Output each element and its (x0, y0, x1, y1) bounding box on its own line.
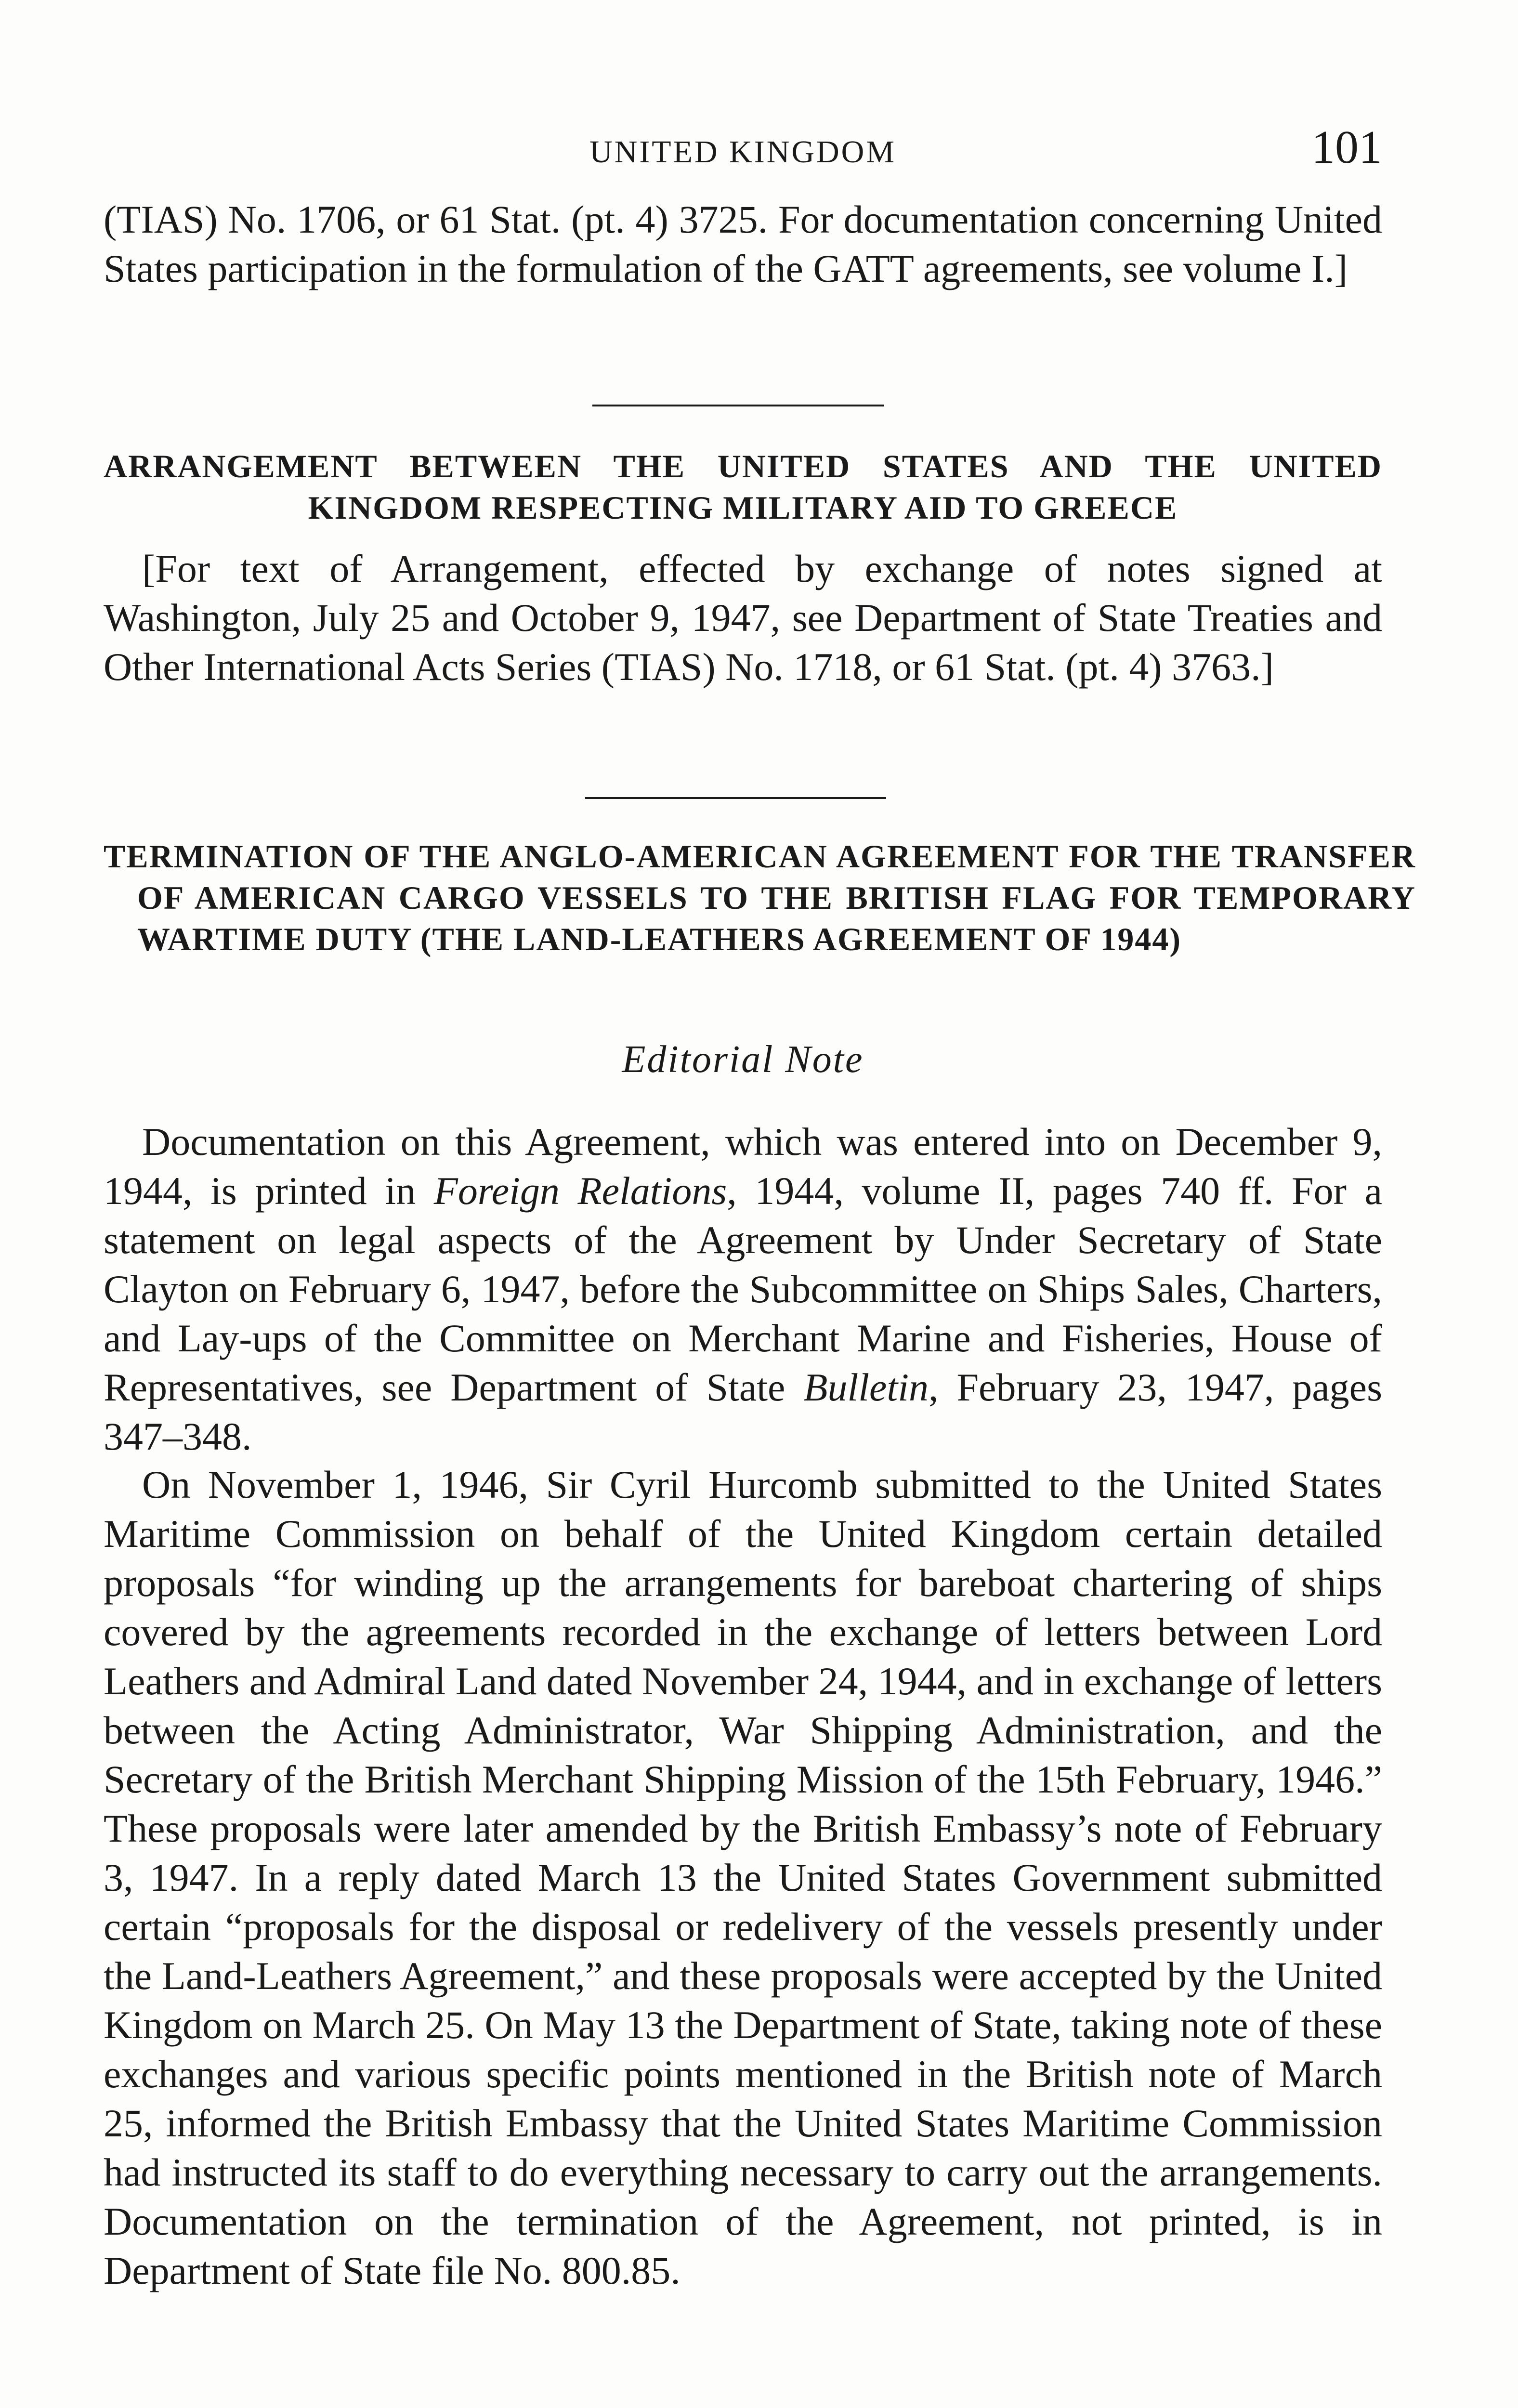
section-heading-termination: TERMINATION OF THE ANGLO-AMERICAN AGREEMENT FOR THE TRANSFER OF AMERICAN CARGO VESSELS TO THE BRITISH FLAG FOR TEMPORARY WARTIME DUTY (THE LAND-LEATHERS AGREEMENT OF 1944) (104, 838, 1416, 957)
section-divider (592, 405, 884, 406)
page-number: 101 (1311, 121, 1382, 173)
publication-title-bulletin: Bulletin (803, 1365, 929, 1409)
military-aid-paragraph: [For text of Arrangement, effected by exchange of notes signed at Washington, July 25 and October 9, 1947, see Department of State Treaties and Other International Acts Series (TIAS) No. 1718, or 61 Stat. (pt. 4) 3763.] (104, 547, 1382, 689)
continuation-paragraph: (TIAS) No. 1706, or 61 Stat. (pt. 4) 3725. For documentation concerning United States participation in the formulation of the GATT agreements, see volume I.] (104, 197, 1382, 290)
publication-title-foreign-relations: Foreign Relations (433, 1169, 727, 1213)
section-heading-military-aid: ARRANGEMENT BETWEEN THE UNITED STATES AND THE UNITED KINGDOM RESPECTING MILITARY AID TO GREECE (104, 448, 1382, 526)
paragraph-text: Documentation on this Agreement, which was entered into on December 9, 1944, is printed in (104, 1120, 1382, 1213)
running-head (104, 120, 1382, 173)
paragraph-text: , February 23, 1947, pages 347–348. (104, 1365, 1382, 1458)
editorial-paragraph-2: On November 1, 1946, Sir Cyril Hurcomb submitted to the United States Maritime Commission on behalf of the United Kingdom certain detailed proposals “for winding up the arrangements for bareboat chartering of ships covered by the agreements recorded in the exchange of letters between Lord Leathers and Admiral Land dated November 24, 1944, and in exchange of letters between the Acting Administrator, War Shipping Administration, and the Secretary of the British Merchant Shipping Mission of the 15th February, 1946.” These proposals were later amended by the British Embassy’s note of February 3, 1947. In a reply dated March 13 the United States Government submitted certain “proposals for the disposal or redelivery of the vessels presently under the Land-Leathers Agreement,” and these proposals were accepted by the United Kingdom on March 25. On May 13 the Department of State, taking note of these exchanges and various specific points mentioned in the British note of March 25, informed the British Embassy that the United States Maritime Commission had instructed its staff to do everything necessary to carry out the arrangements. Documentation on the termination of the Agreement, not printed, is in Department of State file No. 800.85. (104, 1463, 1382, 2292)
paragraph-text: , 1944, volume II, pages 740 ff. For a statement on legal aspects of the Agreement by Under Secretary of State Clayton on February 6, 1947, before the Subcommittee on Ships Sales, Charters, and Lay-ups of the Committee on Merchant Marine and Fisheries, House of Representatives, see Department of State (104, 1169, 1382, 1409)
section-divider (585, 797, 886, 799)
editorial-paragraph-1 (104, 1117, 1382, 1461)
running-head-title: UNITED KINGDOM (589, 134, 897, 170)
editorial-note-label: Editorial Note (622, 1038, 864, 1081)
